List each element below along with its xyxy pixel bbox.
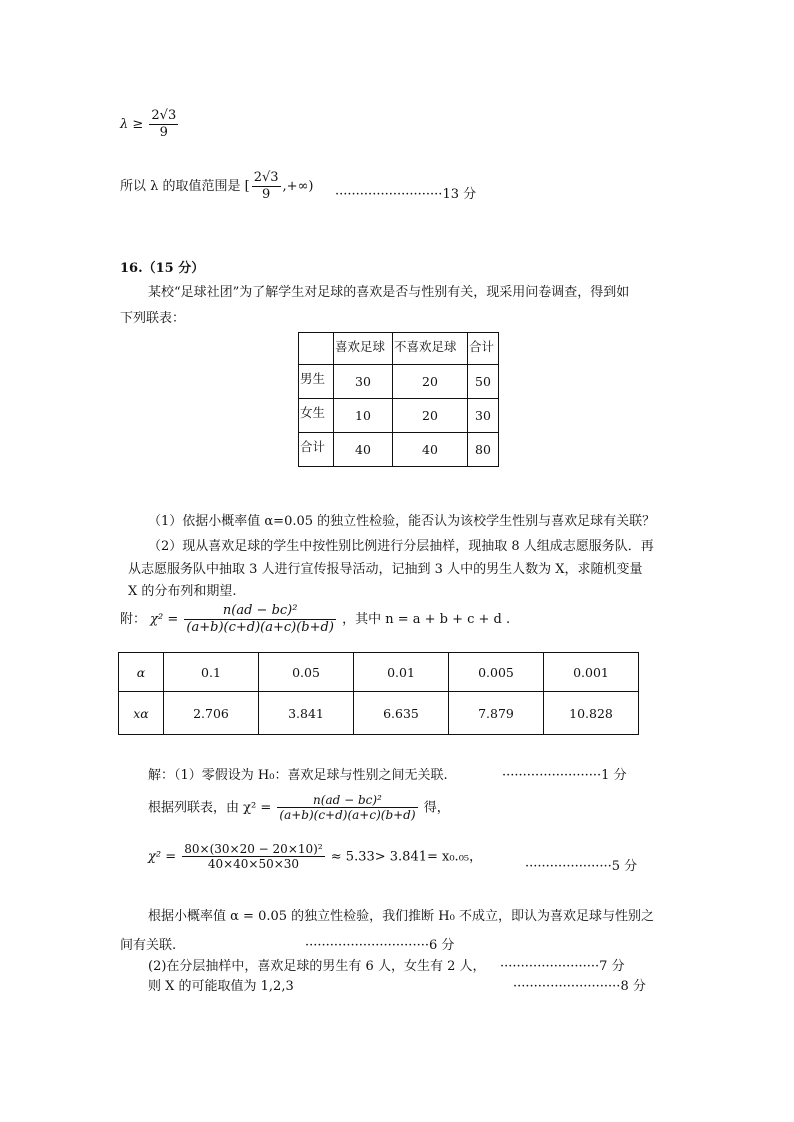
s3-num: 80×(30×20 − 20×10)² xyxy=(184,842,323,856)
table-cell: 0.1 xyxy=(164,653,259,692)
s2-suffix: 得， xyxy=(423,800,450,816)
table-row xyxy=(299,333,499,365)
table-cell: 40 xyxy=(334,433,393,467)
table-row xyxy=(119,692,639,735)
range-fraction xyxy=(252,170,281,203)
table-cell: 40 xyxy=(393,433,468,467)
range-den: 9 xyxy=(261,186,271,202)
critical-value-table xyxy=(118,652,639,735)
table-cell: 喜欢足球 xyxy=(334,333,393,365)
formula-lhs: χ² = xyxy=(150,611,179,627)
question-2-line3: X 的分布列和期望. xyxy=(128,584,237,599)
s3-fraction xyxy=(182,842,324,872)
table-cell: 不喜欢足球 xyxy=(393,333,468,365)
table-row xyxy=(119,653,639,692)
table-cell: 0.05 xyxy=(259,653,354,692)
table-cell: 80 xyxy=(468,433,499,467)
table-cell: 20 xyxy=(393,365,468,399)
s2-prefix: 根据列联表，由 χ² = xyxy=(148,800,272,816)
contingency-table xyxy=(298,332,499,467)
table-cell: 女生 xyxy=(299,399,334,433)
range-num: 2√3 xyxy=(253,170,279,185)
range-suffix: ,+∞) xyxy=(282,178,314,194)
solution-step5-score: ························7 分 xyxy=(500,959,625,974)
solution-step5: (2)在分层抽样中，喜欢足球的男生有 6 人，女生有 2 人， xyxy=(148,959,486,974)
table-cell: xα xyxy=(119,692,164,735)
solution-step6-score: ··························8 分 xyxy=(513,979,646,994)
formula-tail: ，其中 n = a + b + c + d . xyxy=(342,611,511,627)
problem-intro-line2: 下列联表： xyxy=(120,311,186,326)
table-cell: 30 xyxy=(468,399,499,433)
lambda-inequality xyxy=(120,108,180,141)
range-prefix: 所以 λ 的取值范围是 [ xyxy=(120,178,250,194)
table-row xyxy=(299,399,499,433)
table-cell: 0.01 xyxy=(354,653,449,692)
table-cell: 0.001 xyxy=(544,653,639,692)
table-cell: α xyxy=(119,653,164,692)
table-cell: 20 xyxy=(393,399,468,433)
table-cell: 男生 xyxy=(299,365,334,399)
s3-rhs: ≈ 5.33> 3.841= x₀.₀₅， xyxy=(330,849,483,865)
formula-fraction xyxy=(184,603,336,636)
solution-step3-score: ·····················5 分 xyxy=(525,859,638,874)
table-cell: 合计 xyxy=(299,433,334,467)
ineq-fraction xyxy=(149,108,178,141)
table-cell: 10 xyxy=(334,399,393,433)
s3-lhs: χ² = xyxy=(148,849,177,865)
solution-step4-line2: 间有关联. xyxy=(120,938,177,953)
formula-num: n(ad − bc)² xyxy=(184,603,336,620)
solution-step4-score: ······························6 分 xyxy=(305,938,455,953)
table-cell: 3.841 xyxy=(259,692,354,735)
question-2-line1: （2）现从喜欢足球的学生中按性别比例进行分层抽样，现抽取 8 人组成志愿服务队．再 xyxy=(148,539,654,554)
appendix-label: 附： xyxy=(120,611,147,627)
problem-heading: 16.（15 分） xyxy=(120,261,205,276)
solution-step1-score: ························1 分 xyxy=(502,768,627,783)
table-cell: 10.828 xyxy=(544,692,639,735)
ineq-den: 9 xyxy=(159,124,168,140)
s2-num: n(ad − bc)² xyxy=(277,793,417,808)
table-cell: 50 xyxy=(468,365,499,399)
table-cell: 7.879 xyxy=(449,692,544,735)
table-cell: 0.005 xyxy=(449,653,544,692)
table-cell: 6.635 xyxy=(354,692,449,735)
table-cell xyxy=(299,333,334,365)
formula-den: (a+b)(c+d)(a+c)(b+d) xyxy=(186,619,334,635)
appendix-formula xyxy=(120,603,510,636)
table-cell: 合计 xyxy=(468,333,499,365)
s2-den: (a+b)(c+d)(a+c)(b+d) xyxy=(279,808,416,823)
ineq-lhs: λ ≥ xyxy=(120,116,144,132)
s3-den: 40×40×50×30 xyxy=(207,857,300,872)
problem-intro-line1: 某校“足球社团”为了解学生对足球的喜欢是否与性别有关，现采用问卷调查，得到如 xyxy=(148,285,630,300)
solution-step4-line1: 根据小概率值 α = 0.05 的独立性检验，我们推断 H₀ 不成立，即认为喜欢足球与性别之 xyxy=(148,909,654,924)
solution-step1: 解：（1）零假设为 H₀：喜欢足球与性别之间无关联. xyxy=(148,768,448,783)
question-1: （1）依据小概率值 α=0.05 的独立性检验，能否认为该校学生性别与喜欢足球有关联？ xyxy=(148,514,656,529)
solution-step2 xyxy=(148,793,450,823)
range-score: ··························13 分 xyxy=(335,187,477,202)
solution-step6: 则 X 的可能取值为 1,2,3 xyxy=(148,979,294,994)
table-row xyxy=(299,433,499,467)
ineq-num: 2√3 xyxy=(151,108,177,123)
table-row xyxy=(299,365,499,399)
s2-fraction xyxy=(277,793,417,823)
solution-step3 xyxy=(148,842,482,872)
table-cell: 30 xyxy=(334,365,393,399)
lambda-range xyxy=(120,170,313,203)
question-2-line2: 从志愿服务队中抽取 3 人进行宣传报导活动，记抽到 3 人中的男生人数为 X，求随机变量 xyxy=(128,562,643,577)
table-cell: 2.706 xyxy=(164,692,259,735)
